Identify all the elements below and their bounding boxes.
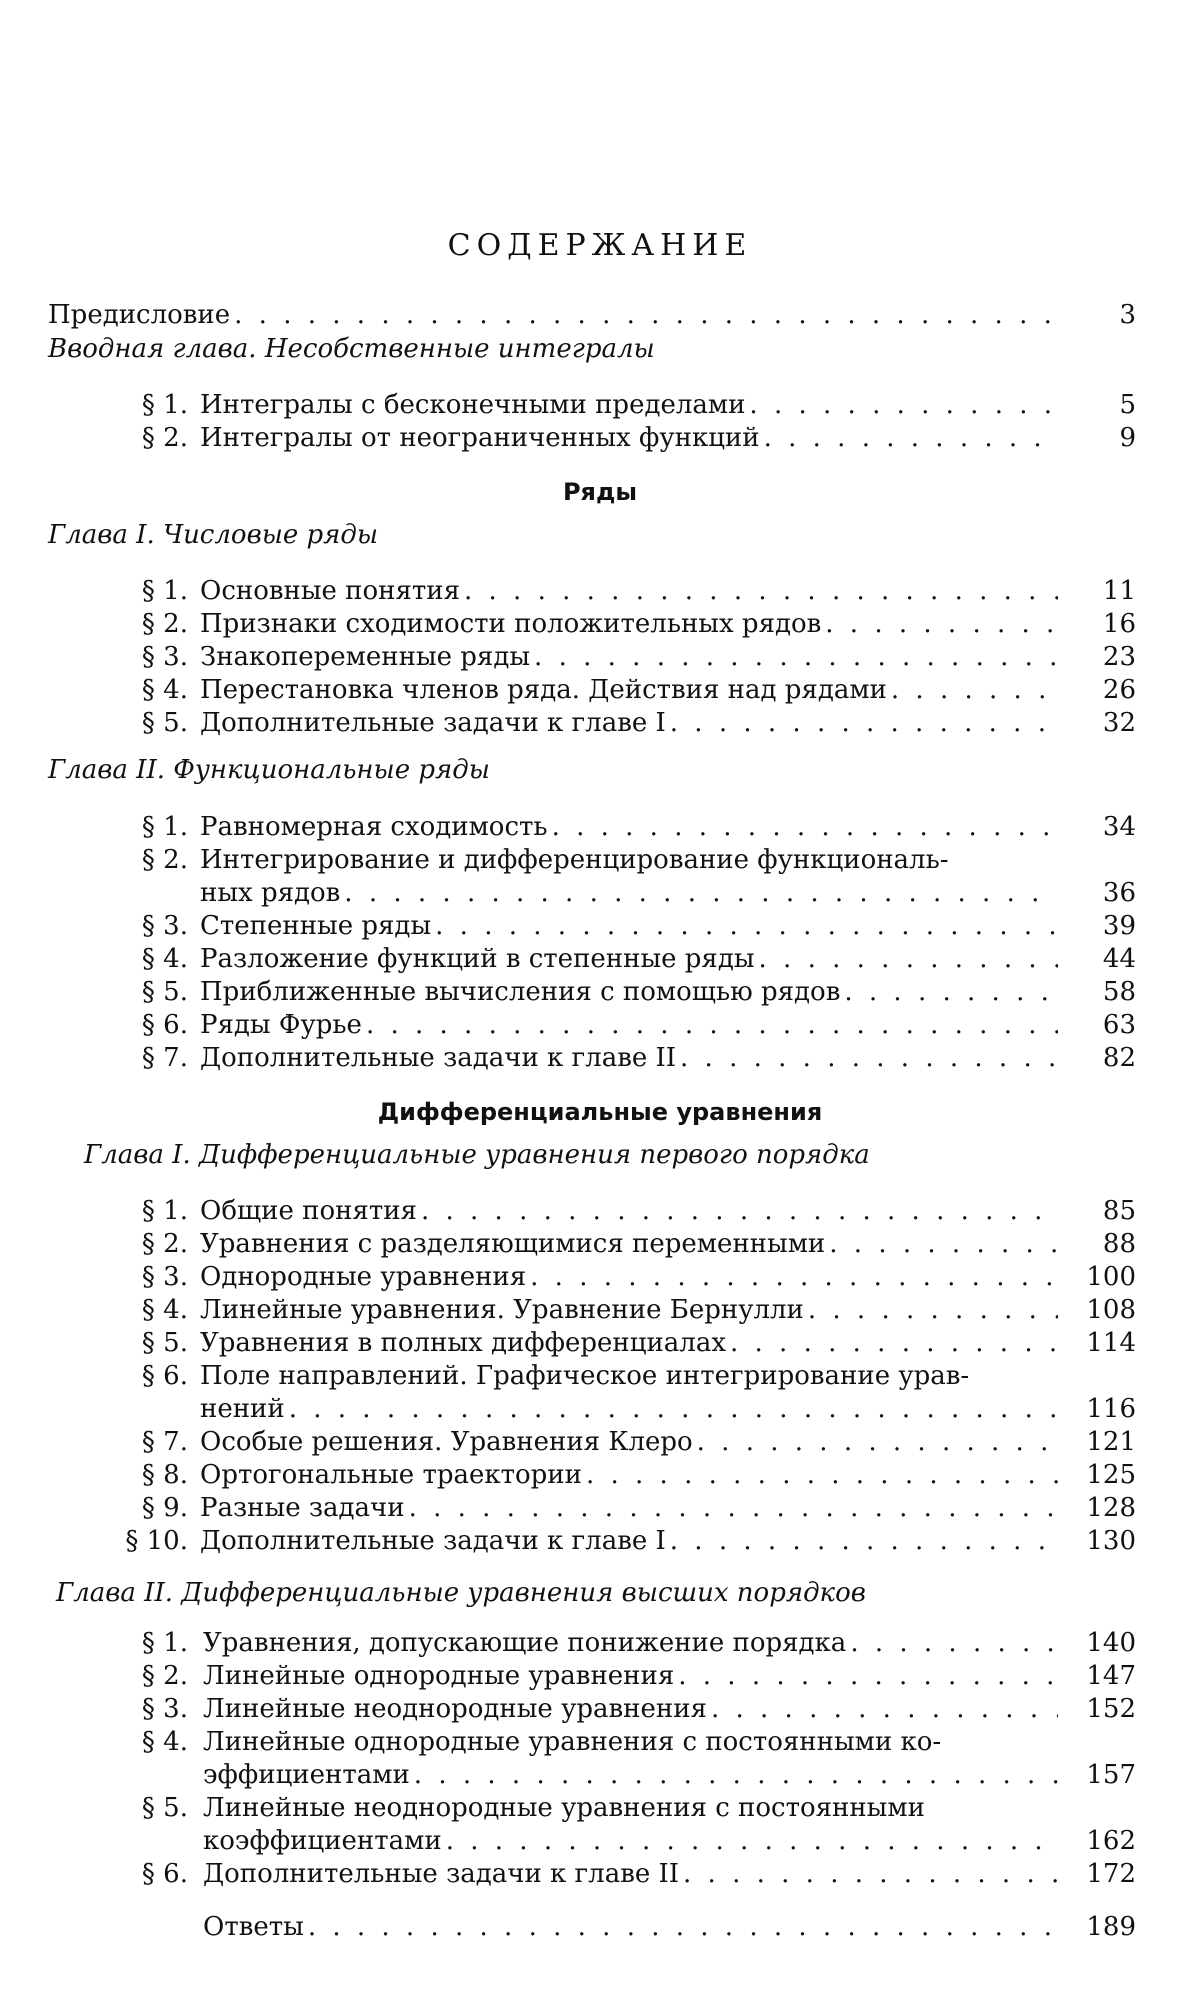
entry-text: Линейные однородные уравнения с постоянными ко- bbox=[203, 1727, 942, 1757]
entry-page: 34 bbox=[1102, 812, 1136, 842]
entry-text: Интегралы с бесконечными пределами bbox=[200, 390, 749, 420]
intro-entry-1[interactable] bbox=[0, 390, 1200, 422]
part-title-series: Ряды bbox=[562, 478, 638, 506]
ch3-entry-4[interactable] bbox=[0, 1295, 1200, 1327]
entry-page: 32 bbox=[1102, 708, 1136, 738]
entry-number: § 1. bbox=[141, 576, 188, 606]
intro-chapter-title: Вводная глава. Несобственные интегралы bbox=[48, 334, 655, 364]
entry-page: 147 bbox=[1086, 1661, 1136, 1691]
entry-page: 9 bbox=[1119, 423, 1136, 453]
entry-text: Дополнительные задачи к главе II bbox=[200, 1043, 680, 1073]
entry-text: Дополнительные задачи к главе I bbox=[200, 708, 670, 738]
entry-number: § 4. bbox=[141, 1727, 188, 1757]
entry-number: § 6. bbox=[141, 1859, 188, 1889]
entry-text: Разные задачи bbox=[200, 1493, 409, 1523]
entry-number: § 8. bbox=[141, 1460, 188, 1490]
ch2-entry-3[interactable] bbox=[0, 911, 1200, 943]
entry-text: Линейные уравнения. Уравнение Бернулли bbox=[200, 1295, 808, 1325]
ch3-entry-2[interactable] bbox=[0, 1229, 1200, 1261]
entry-number: § 4. bbox=[141, 944, 188, 974]
entry-page: 88 bbox=[1102, 1229, 1136, 1259]
entry-number: § 4. bbox=[141, 675, 188, 705]
ch2-title: Глава II. Функциональные ряды bbox=[48, 755, 490, 785]
entry-page: 189 bbox=[1086, 1912, 1136, 1942]
entry-text: Линейные неоднородные уравнения с постоянными bbox=[203, 1793, 925, 1823]
entry-number: § 5. bbox=[141, 1793, 188, 1823]
entry-number: § 2. bbox=[141, 845, 188, 875]
entry-page: 11 bbox=[1102, 576, 1136, 606]
entry-page: 39 bbox=[1102, 911, 1136, 941]
entry-text: Дополнительные задачи к главе I bbox=[200, 1526, 670, 1556]
entry-number: § 5. bbox=[141, 1328, 188, 1358]
ch3-title: Глава I. Дифференциальные уравнения первого порядка bbox=[84, 1140, 870, 1170]
ch2-entry-7[interactable] bbox=[0, 1043, 1200, 1075]
entry-text: Ответы bbox=[203, 1912, 308, 1942]
entry-text: Предисловие bbox=[48, 300, 234, 330]
entry-page: 5 bbox=[1119, 390, 1136, 420]
ch3-entry-10[interactable] bbox=[0, 1526, 1200, 1558]
entry-number: § 5. bbox=[141, 977, 188, 1007]
entry-text-continued: нений bbox=[200, 1394, 289, 1424]
toc-entry-answers[interactable] bbox=[0, 1912, 1200, 1944]
ch2-entry-4[interactable] bbox=[0, 944, 1200, 976]
entry-page: 130 bbox=[1086, 1526, 1136, 1556]
entry-page: 157 bbox=[1086, 1760, 1136, 1790]
entry-page: 114 bbox=[1086, 1328, 1136, 1358]
entry-text: Дополнительные задачи к главе II bbox=[203, 1859, 683, 1889]
entry-number: § 5. bbox=[141, 708, 188, 738]
ch3-entry-5[interactable] bbox=[0, 1328, 1200, 1360]
ch1-title: Глава I. Числовые ряды bbox=[48, 520, 379, 550]
entry-page: 116 bbox=[1086, 1394, 1136, 1424]
part-title-de: Дифференциальные уравнения bbox=[377, 1098, 823, 1126]
entry-page: 36 bbox=[1102, 878, 1136, 908]
toc-title: СОДЕРЖАНИЕ bbox=[447, 228, 753, 263]
entry-number: § 4. bbox=[141, 1295, 188, 1325]
entry-text: Основные понятия bbox=[200, 576, 464, 606]
ch3-entry-1[interactable] bbox=[0, 1196, 1200, 1228]
entry-page: 162 bbox=[1086, 1826, 1136, 1856]
entry-text: Уравнения, допускающие понижение порядка bbox=[203, 1628, 850, 1658]
entry-number: § 6. bbox=[141, 1010, 188, 1040]
entry-text: Перестановка членов ряда. Действия над рядами bbox=[200, 675, 891, 705]
entry-number: § 1. bbox=[141, 1628, 188, 1658]
entry-number: § 2. bbox=[141, 1661, 188, 1691]
entry-page: 16 bbox=[1102, 609, 1136, 639]
entry-number: § 7. bbox=[141, 1043, 188, 1073]
ch4-entry-5[interactable] bbox=[0, 1793, 1200, 1856]
entry-number: § 2. bbox=[141, 423, 188, 453]
ch4-entry-3[interactable] bbox=[0, 1694, 1200, 1726]
entry-number: § 9. bbox=[141, 1493, 188, 1523]
entry-number: § 6. bbox=[141, 1361, 188, 1391]
entry-page: 108 bbox=[1086, 1295, 1136, 1325]
ch3-entry-6[interactable] bbox=[0, 1361, 1200, 1424]
entry-text: Поле направлений. Графическое интегрирование урав- bbox=[200, 1361, 970, 1391]
entry-page: 63 bbox=[1102, 1010, 1136, 1040]
ch2-entry-2[interactable] bbox=[0, 845, 1200, 908]
entry-page: 121 bbox=[1086, 1427, 1136, 1457]
ch3-entry-3[interactable] bbox=[0, 1262, 1200, 1294]
entry-number: § 10. bbox=[125, 1526, 188, 1556]
entry-text-continued: коэффициентами bbox=[203, 1826, 446, 1856]
entry-text: Ряды Фурье bbox=[200, 1010, 366, 1040]
entry-page: 100 bbox=[1086, 1262, 1136, 1292]
ch1-entry-1[interactable] bbox=[0, 576, 1200, 608]
ch2-entry-5[interactable] bbox=[0, 977, 1200, 1009]
entry-text: Однородные уравнения bbox=[200, 1262, 530, 1292]
ch4-entry-4[interactable] bbox=[0, 1727, 1200, 1790]
entry-page: 152 bbox=[1086, 1694, 1136, 1724]
ch3-entry-8[interactable] bbox=[0, 1460, 1200, 1492]
entry-number: § 3. bbox=[141, 1694, 188, 1724]
ch4-title: Глава II. Дифференциальные уравнения высших порядков bbox=[56, 1578, 866, 1608]
entry-number: § 7. bbox=[141, 1427, 188, 1457]
entry-text: Интегралы от неограниченных функций bbox=[200, 423, 764, 453]
entry-number: § 1. bbox=[141, 1196, 188, 1226]
entry-page: 23 bbox=[1102, 642, 1136, 672]
ch3-entry-7[interactable] bbox=[0, 1427, 1200, 1459]
entry-number: § 1. bbox=[141, 812, 188, 842]
ch2-entry-1[interactable] bbox=[0, 812, 1200, 844]
entry-text: Линейные однородные уравнения bbox=[203, 1661, 678, 1691]
entry-text: Степенные ряды bbox=[200, 911, 435, 941]
entry-text: Уравнения в полных дифференциалах bbox=[200, 1328, 730, 1358]
entry-text: Уравнения с разделяющимися переменными bbox=[200, 1229, 829, 1259]
ch1-entry-5[interactable] bbox=[0, 708, 1200, 740]
entry-text: Особые решения. Уравнения Клеро bbox=[200, 1427, 697, 1457]
entry-page: 140 bbox=[1086, 1628, 1136, 1658]
entry-page: 172 bbox=[1086, 1859, 1136, 1889]
entry-page: 44 bbox=[1102, 944, 1136, 974]
entry-text: Знакопеременные ряды bbox=[200, 642, 534, 672]
entry-page: 26 bbox=[1102, 675, 1136, 705]
entry-text: Общие понятия bbox=[200, 1196, 421, 1226]
ch1-entry-2[interactable] bbox=[0, 609, 1200, 641]
entry-number: § 2. bbox=[141, 1229, 188, 1259]
entry-text-continued: ных рядов bbox=[200, 878, 344, 908]
entry-text-continued: эффициентами bbox=[203, 1760, 414, 1790]
entry-text: Ортогональные траектории bbox=[200, 1460, 586, 1490]
entry-number: § 3. bbox=[141, 911, 188, 941]
entry-number: § 3. bbox=[141, 642, 188, 672]
entry-text: Признаки сходимости положительных рядов bbox=[200, 609, 825, 639]
ch4-entry-2[interactable] bbox=[0, 1661, 1200, 1693]
entry-page: 125 bbox=[1086, 1460, 1136, 1490]
entry-text: Линейные неоднородные уравнения bbox=[203, 1694, 711, 1724]
entry-text: Приближенные вычисления с помощью рядов bbox=[200, 977, 844, 1007]
entry-number: § 3. bbox=[141, 1262, 188, 1292]
entry-text: Интегрирование и дифференцирование функциональ- bbox=[200, 845, 949, 875]
ch2-entry-6[interactable] bbox=[0, 1010, 1200, 1042]
ch4-entry-1[interactable] bbox=[0, 1628, 1200, 1660]
entry-text: Равномерная сходимость bbox=[200, 812, 552, 842]
entry-text: Разложение функций в степенные ряды bbox=[200, 944, 759, 974]
entry-page: 3 bbox=[1119, 300, 1136, 330]
ch1-entry-3[interactable] bbox=[0, 642, 1200, 674]
entry-page: 82 bbox=[1102, 1043, 1136, 1073]
entry-page: 58 bbox=[1102, 977, 1136, 1007]
ch4-entry-6[interactable] bbox=[0, 1859, 1200, 1891]
entry-number: § 1. bbox=[141, 390, 188, 420]
entry-page: 128 bbox=[1086, 1493, 1136, 1523]
entry-page: 85 bbox=[1102, 1196, 1136, 1226]
ch1-entry-4[interactable] bbox=[0, 675, 1200, 707]
entry-number: § 2. bbox=[141, 609, 188, 639]
toc-entry-preface[interactable] bbox=[0, 300, 1200, 332]
intro-entry-2[interactable] bbox=[0, 423, 1200, 455]
ch3-entry-9[interactable] bbox=[0, 1493, 1200, 1525]
